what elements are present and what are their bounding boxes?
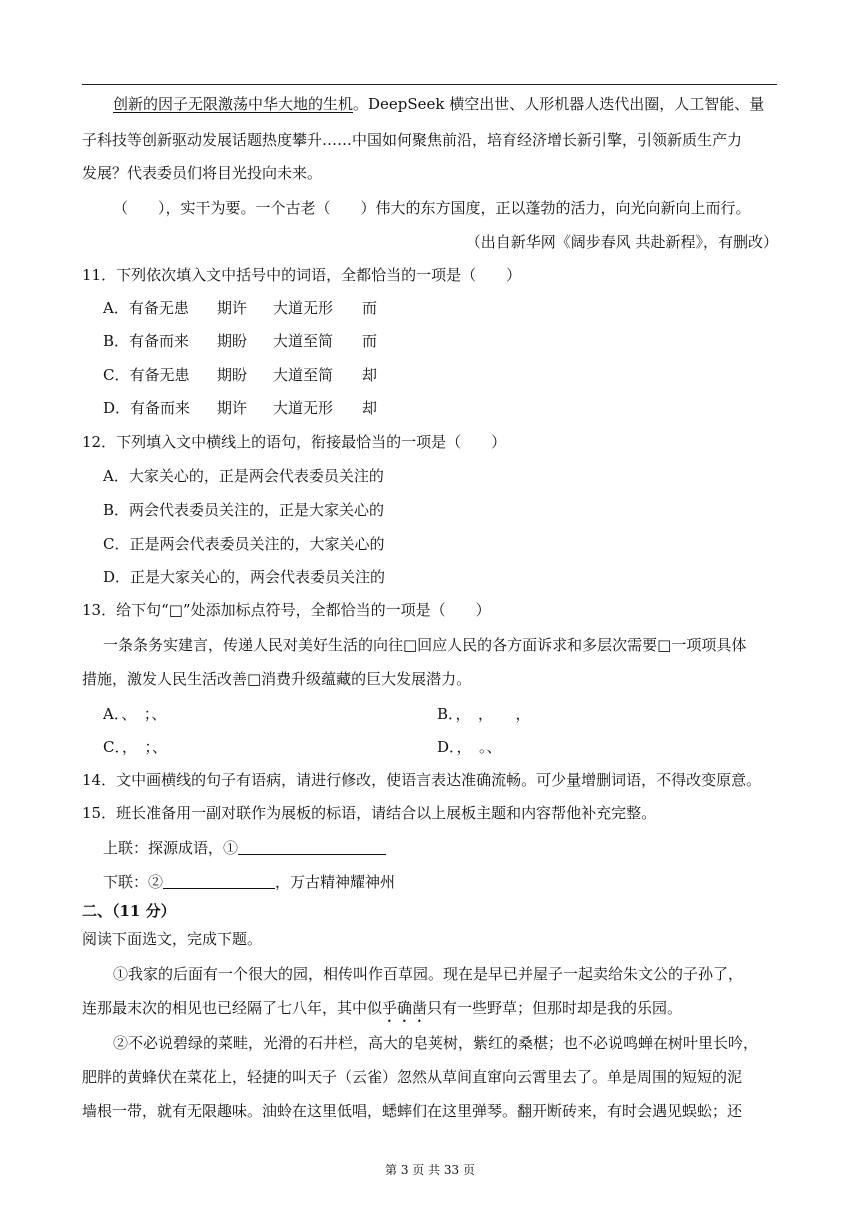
reading-para-1-line-2: 连那最末次的相见也已经隔了七八年，其中似乎确凿只有一些野草；但那时却是我的乐园。 <box>82 999 683 1017</box>
question-12-option-b: B．两会代表委员关注的，正是大家关心的 <box>103 501 385 519</box>
circled-number-1: ① <box>223 839 239 857</box>
reading-para-1-line-1: ①我家的后面有一个很大的园，相传叫作百草园。现在是早已并屋子一起卖给朱文公的子孙了， <box>113 965 744 983</box>
answer-blank-2[interactable] <box>163 872 275 889</box>
reading-para-2-line-1: ②不必说碧绿的菜畦，光滑的石井栏，高大的皂荚树，紫红的桑椹；也不必说鸣蝉在树叶里长吟， <box>113 1034 759 1052</box>
question-13-sentence-line-2: 措施，激发人民生活改善□消费升级蕴藏的巨大发展潜力。 <box>82 670 472 688</box>
couplet-lower-line: 下联：② ，万古精神耀神州 <box>103 873 396 891</box>
question-12-stem: 12．下列填入文中横线上的语句，衔接最恰当的一项是（ ） <box>82 433 507 451</box>
question-15-stem: 15．班长准备用一副对联作为展板的标语，请结合以上展板主题和内容帮他补充完整。 <box>82 804 657 822</box>
passage-line-2: 子科技等创新驱动发展话题热度攀升……中国如何聚焦前沿，培育经济增长新引擎，引领新质生产力 <box>82 131 743 149</box>
source-note: （出自新华网《阔步春风 共赴新程》，有删改） <box>465 233 778 251</box>
question-14: 14．文中画横线的句子有语病，请进行修改，使语言表达准确流畅。可少量增删词语，不得改变原意。 <box>82 771 762 789</box>
couplet-upper-line: 上联：探源成语，① <box>103 838 386 858</box>
passage-line-1: 创新的因子无限激荡中华大地的生机。DeepSeek 横空出世、人形机器人迭代出圈，人工智能、量 <box>113 95 765 113</box>
page-footer: 第 3 页 共 33 页 <box>385 1163 475 1177</box>
question-13-option-d: D．， 。、 <box>437 738 502 756</box>
header-rule <box>82 84 777 85</box>
question-13-sentence-line-1: 一条条务实建言，传递人民对美好生活的向往□回应人民的各方面诉求和多层次需要□一项项具体 <box>103 636 747 654</box>
section-2-title: 二、（11 分） <box>82 902 176 920</box>
question-13-option-b: B．， ， ， <box>437 705 531 723</box>
section-2-instruction: 阅读下面选文，完成下题。 <box>82 930 263 948</box>
emphasis-dotted-words: 乎确凿 <box>382 999 428 1017</box>
passage-paragraph-2: （ ），实干为要。一个古老（ ）伟大的东方国度，正以蓬勃的活力，向光向新向上而行。 <box>113 199 751 217</box>
reading-para-2-line-2: 肥胖的黄蜂伏在菜花上，轻捷的叫天子（云雀）忽然从草间直窜向云霄里去了。单是周围的短短的泥 <box>82 1068 743 1086</box>
reading-para-2-line-3: 墙根一带，就有无限趣味。油蛉在这里低唱，蟋蟀们在这里弹琴。翻开断砖来，有时会遇见蜈蚣；还 <box>82 1102 743 1120</box>
answer-blank-1[interactable] <box>238 838 386 855</box>
circled-number-2: ② <box>148 873 164 891</box>
question-12-option-c: C．正是两会代表委员关注的，大家关心的 <box>103 535 385 553</box>
question-13-option-a: A．、 ；、 <box>103 705 167 723</box>
question-11-stem: 11．下列依次填入文中括号中的词语，全都恰当的一项是（ ） <box>82 266 522 284</box>
underlined-sentence: 创新的因子无限激荡中华大地的生机 <box>113 95 354 113</box>
question-12-option-d: D．正是大家关心的，两会代表委员关注的 <box>103 568 386 586</box>
question-13-option-c: C．， ；、 <box>103 738 167 756</box>
question-12-option-a: A．大家关心的，正是两会代表委员关注的 <box>103 467 384 485</box>
question-13-stem: 13．给下句“□”处添加标点符号，全都恰当的一项是（ ） <box>82 601 491 619</box>
passage-line-3: 发展？代表委员们将目光投向未来。 <box>82 164 323 182</box>
